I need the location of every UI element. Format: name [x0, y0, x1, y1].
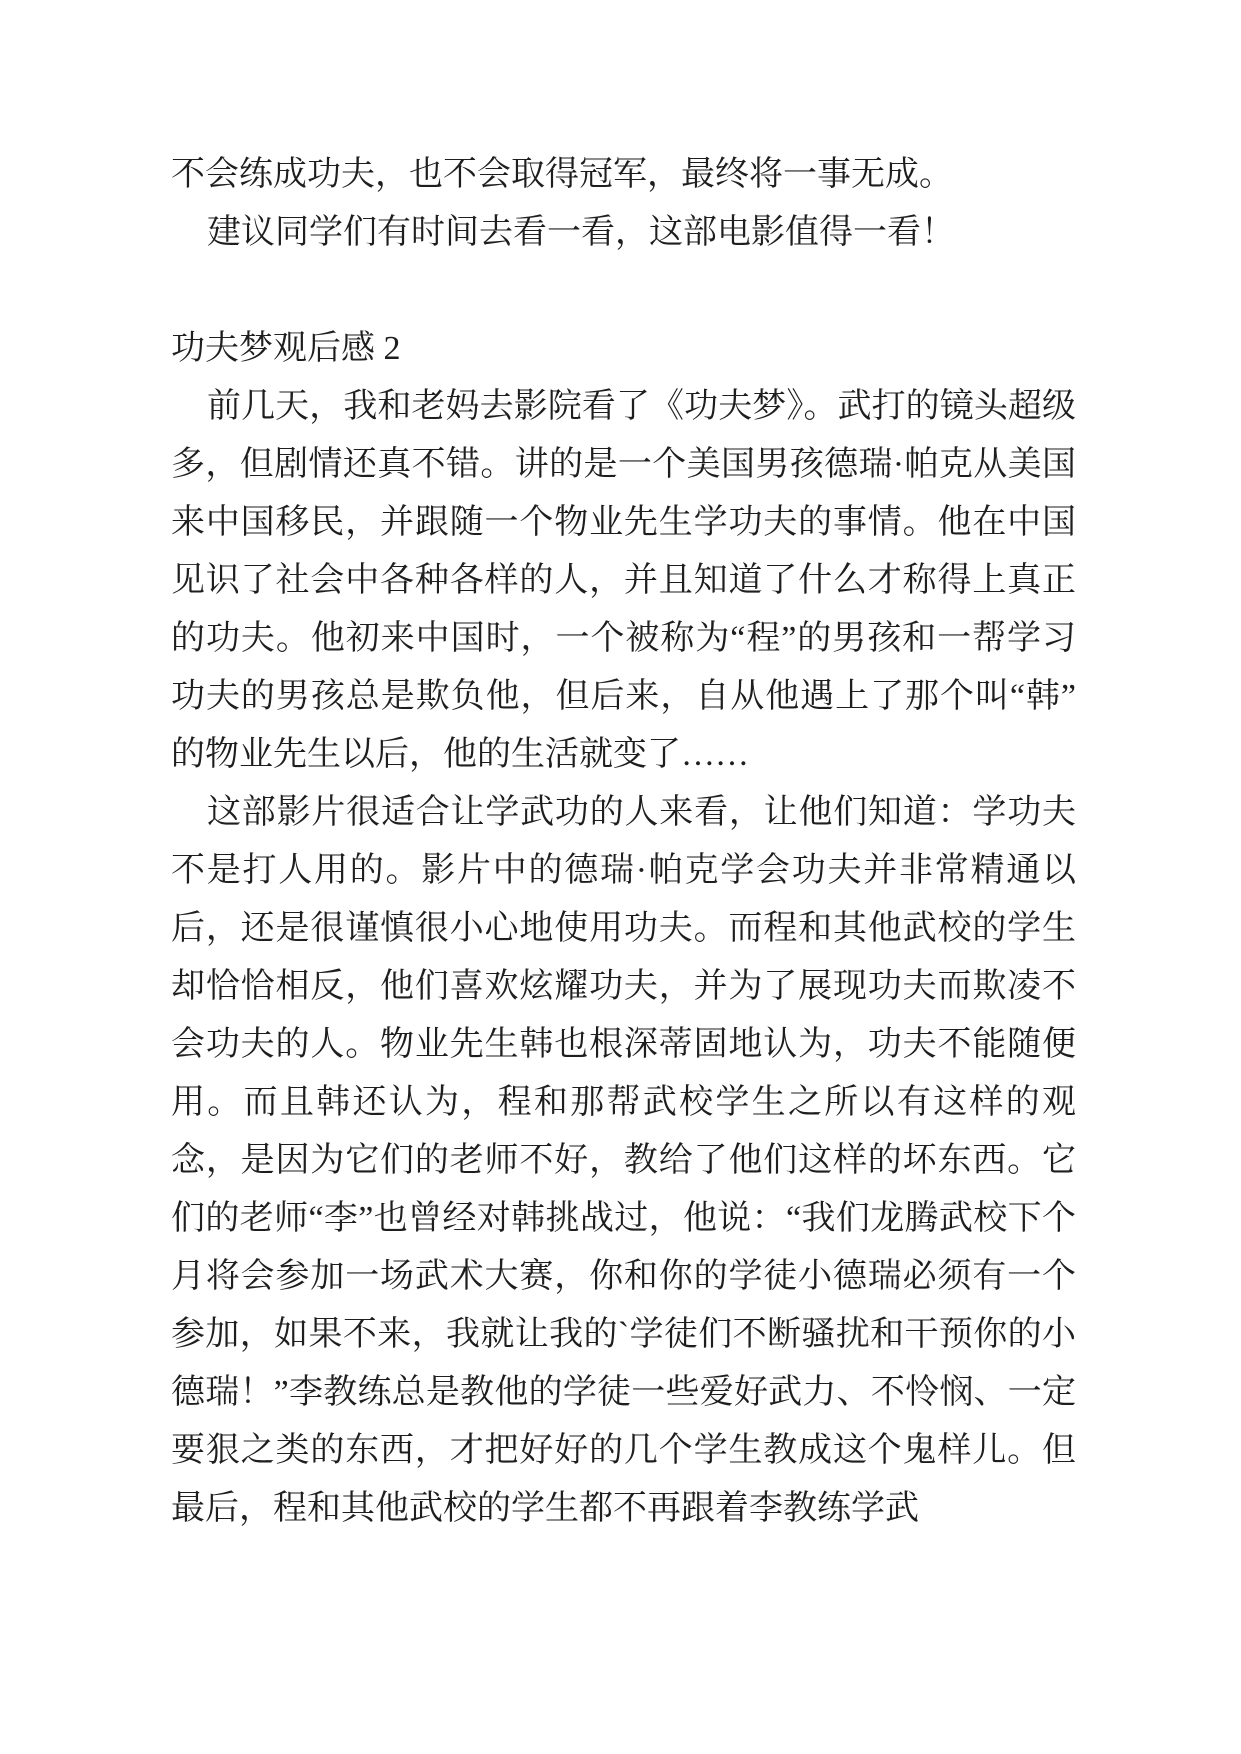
section-heading: 功夫梦观后感 2: [171, 330, 401, 367]
paragraph: 前几天，我和老妈去影院看了《功夫梦》。武打的镜头超级多，但剧情还真不错。讲的是一个美国男孩德瑞·帕克从美国来中国移民，并跟随一个物业先生学功夫的事情。他在中国见识了社会中各种各样的人，并且知道了什么才称得上真正的功夫。他初来中国时，一个被称为“程”的男孩和一帮学习功夫的男孩总是欺负他，但后来，自从他遇上了那个叫“韩”的物业先生以后，他的生活就变了……: [171, 388, 1076, 773]
paragraph: 不会练成功夫，也不会取得冠军，最终将一事无成。: [171, 156, 953, 193]
blank-line: [171, 262, 1076, 320]
paragraph: 这部影片很适合让学武功的人来看，让他们知道：学功夫不是打人用的。影片中的德瑞·帕克学会功夫并非常精通以后，还是很谨慎很小心地使用功夫。而程和其他武校的学生却恰恰相反，他们喜欢炫耀功夫，并为了展现功夫而欺凌不会功夫的人。物业先生韩也根深蒂固地认为，功夫不能随便用。而且韩还认为，程和那帮武校学生之所以有这样的观念，是因为它们的老师不好，教给了他们这样的坏东西。它们的老师“李”也曾经对韩挑战过，他说：“我们龙腾武校下个月将会参加一场武术大赛，你和你的学徒小德瑞必须有一个参加，如果不来，我就让我的`学徒们不断骚扰和干预你的小德瑞！”李教练总是教他的学徒一些爱好武力、不怜悯、一定要狠之类的东西，才把好好的几个学生教成这个鬼样儿。但最后，程和其他武校的学生都不再跟着李教练学武: [171, 794, 1076, 1527]
document-body: [171, 146, 1076, 1538]
paragraph: 建议同学们有时间去看一看，这部电影值得一看！: [207, 214, 955, 251]
